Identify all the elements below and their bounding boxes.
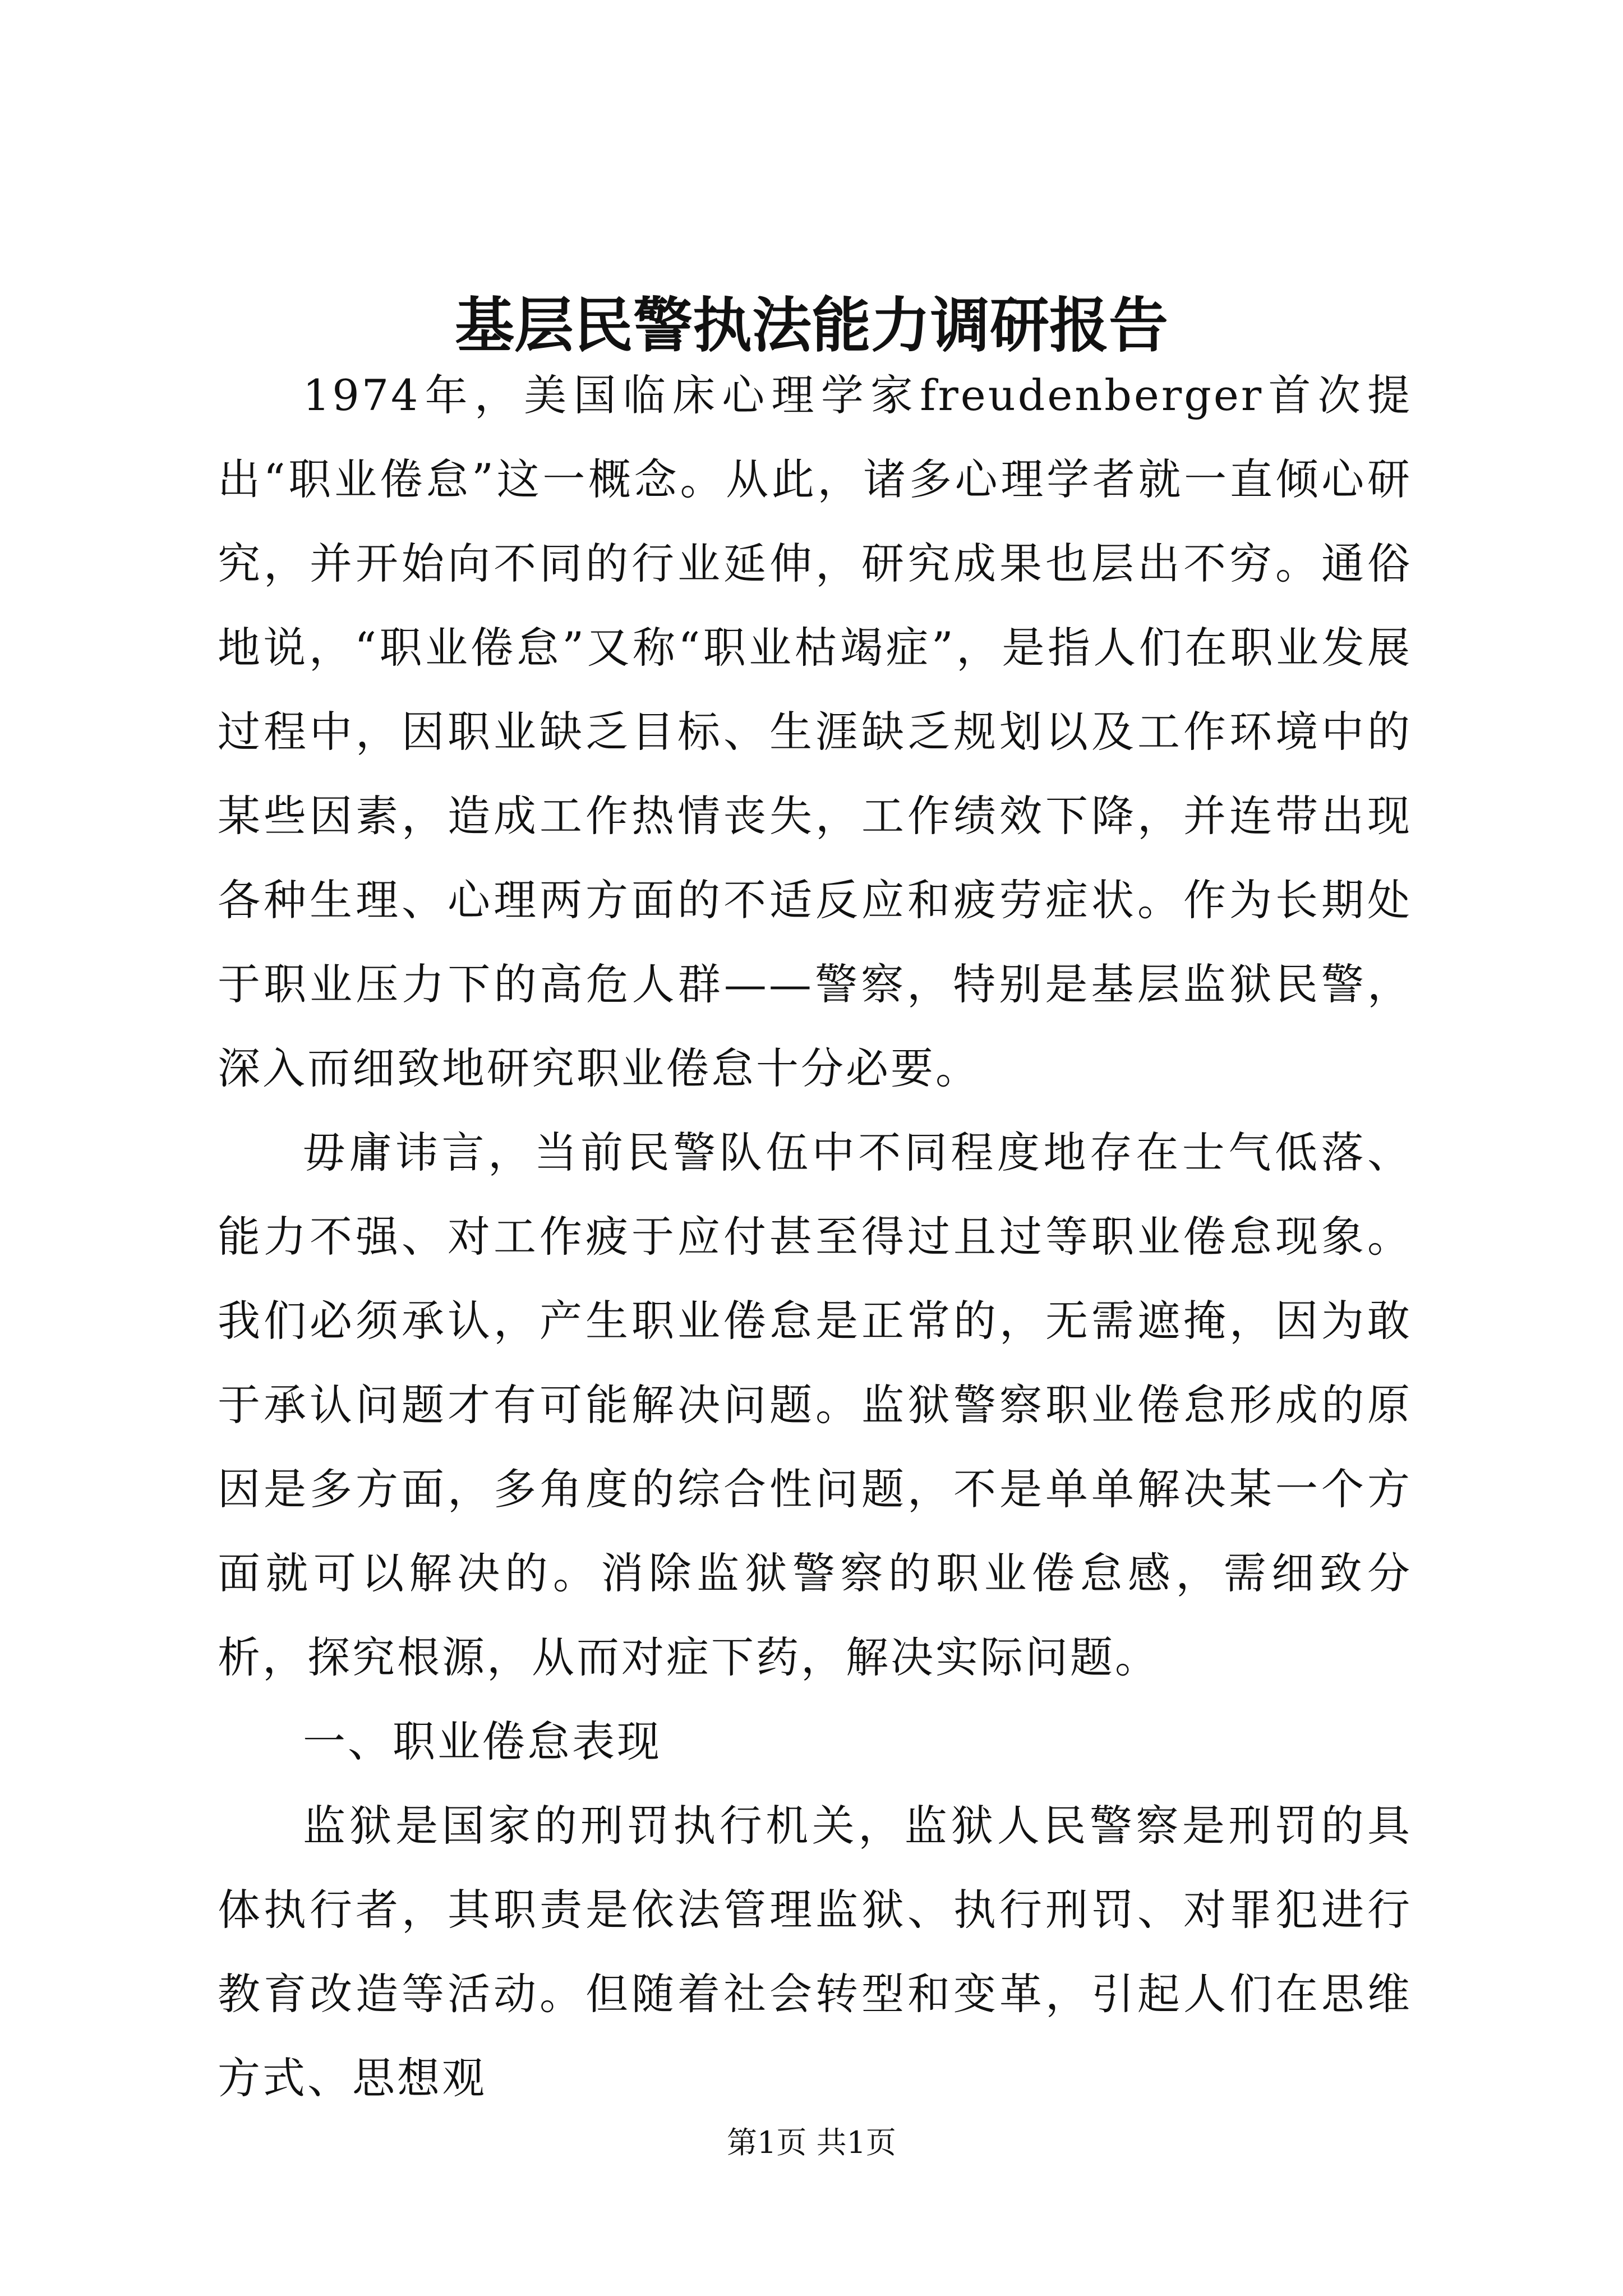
paragraph-1: 1974年，美国临床心理学家freudenberger首次提出“职业倦怠”这一概念。从此，诸多心理学者就一直倾心研究，并开始向不同的行业延伸，研究成果也层出不穷。通俗地说，“职业倦怠”又称“职业枯竭症”，是指人们在职业发展过程中，因职业缺乏目标、生涯缺乏规划以及工作环境中的某些因素，造成工作热情丧失，工作绩效下降，并连带出现各种生理、心理两方面的不适反应和疲劳症状。作为长期处于职业压力下的高危人群——警察，特别是基层监狱民警，深入而细致地研究职业倦怠十分必要。	[218, 370, 1412, 1093]
paragraph-3: 监狱是国家的刑罚执行机关，监狱人民警察是刑罚的具体执行者，其职责是依法管理监狱、执行刑罚、对罪犯进行教育改造等活动。但随着社会转型和变革，引起人们在思维方式、思想观	[218, 1801, 1412, 2103]
document-body	[218, 353, 1412, 2120]
document-title: 基层民警执法能力调研报告	[455, 290, 1168, 360]
section-heading: 一、职业倦怠表现	[303, 1717, 662, 1766]
paragraph-2: 毋庸讳言，当前民警队伍中不同程度地存在士气低落、能力不强、对工作疲于应付甚至得过且过等职业倦怠现象。我们必须承认，产生职业倦怠是正常的，无需遮掩，因为敢于承认问题才有可能解决问题。监狱警察职业倦怠形成的原因是多方面，多角度的综合性问题，不是单单解决某一个方面就可以解决的。消除监狱警察的职业倦怠感，需细致分析，探究根源，从而对症下药，解决实际问题。	[218, 1128, 1412, 1682]
page-footer: 第1页 共1页	[727, 2125, 896, 2160]
